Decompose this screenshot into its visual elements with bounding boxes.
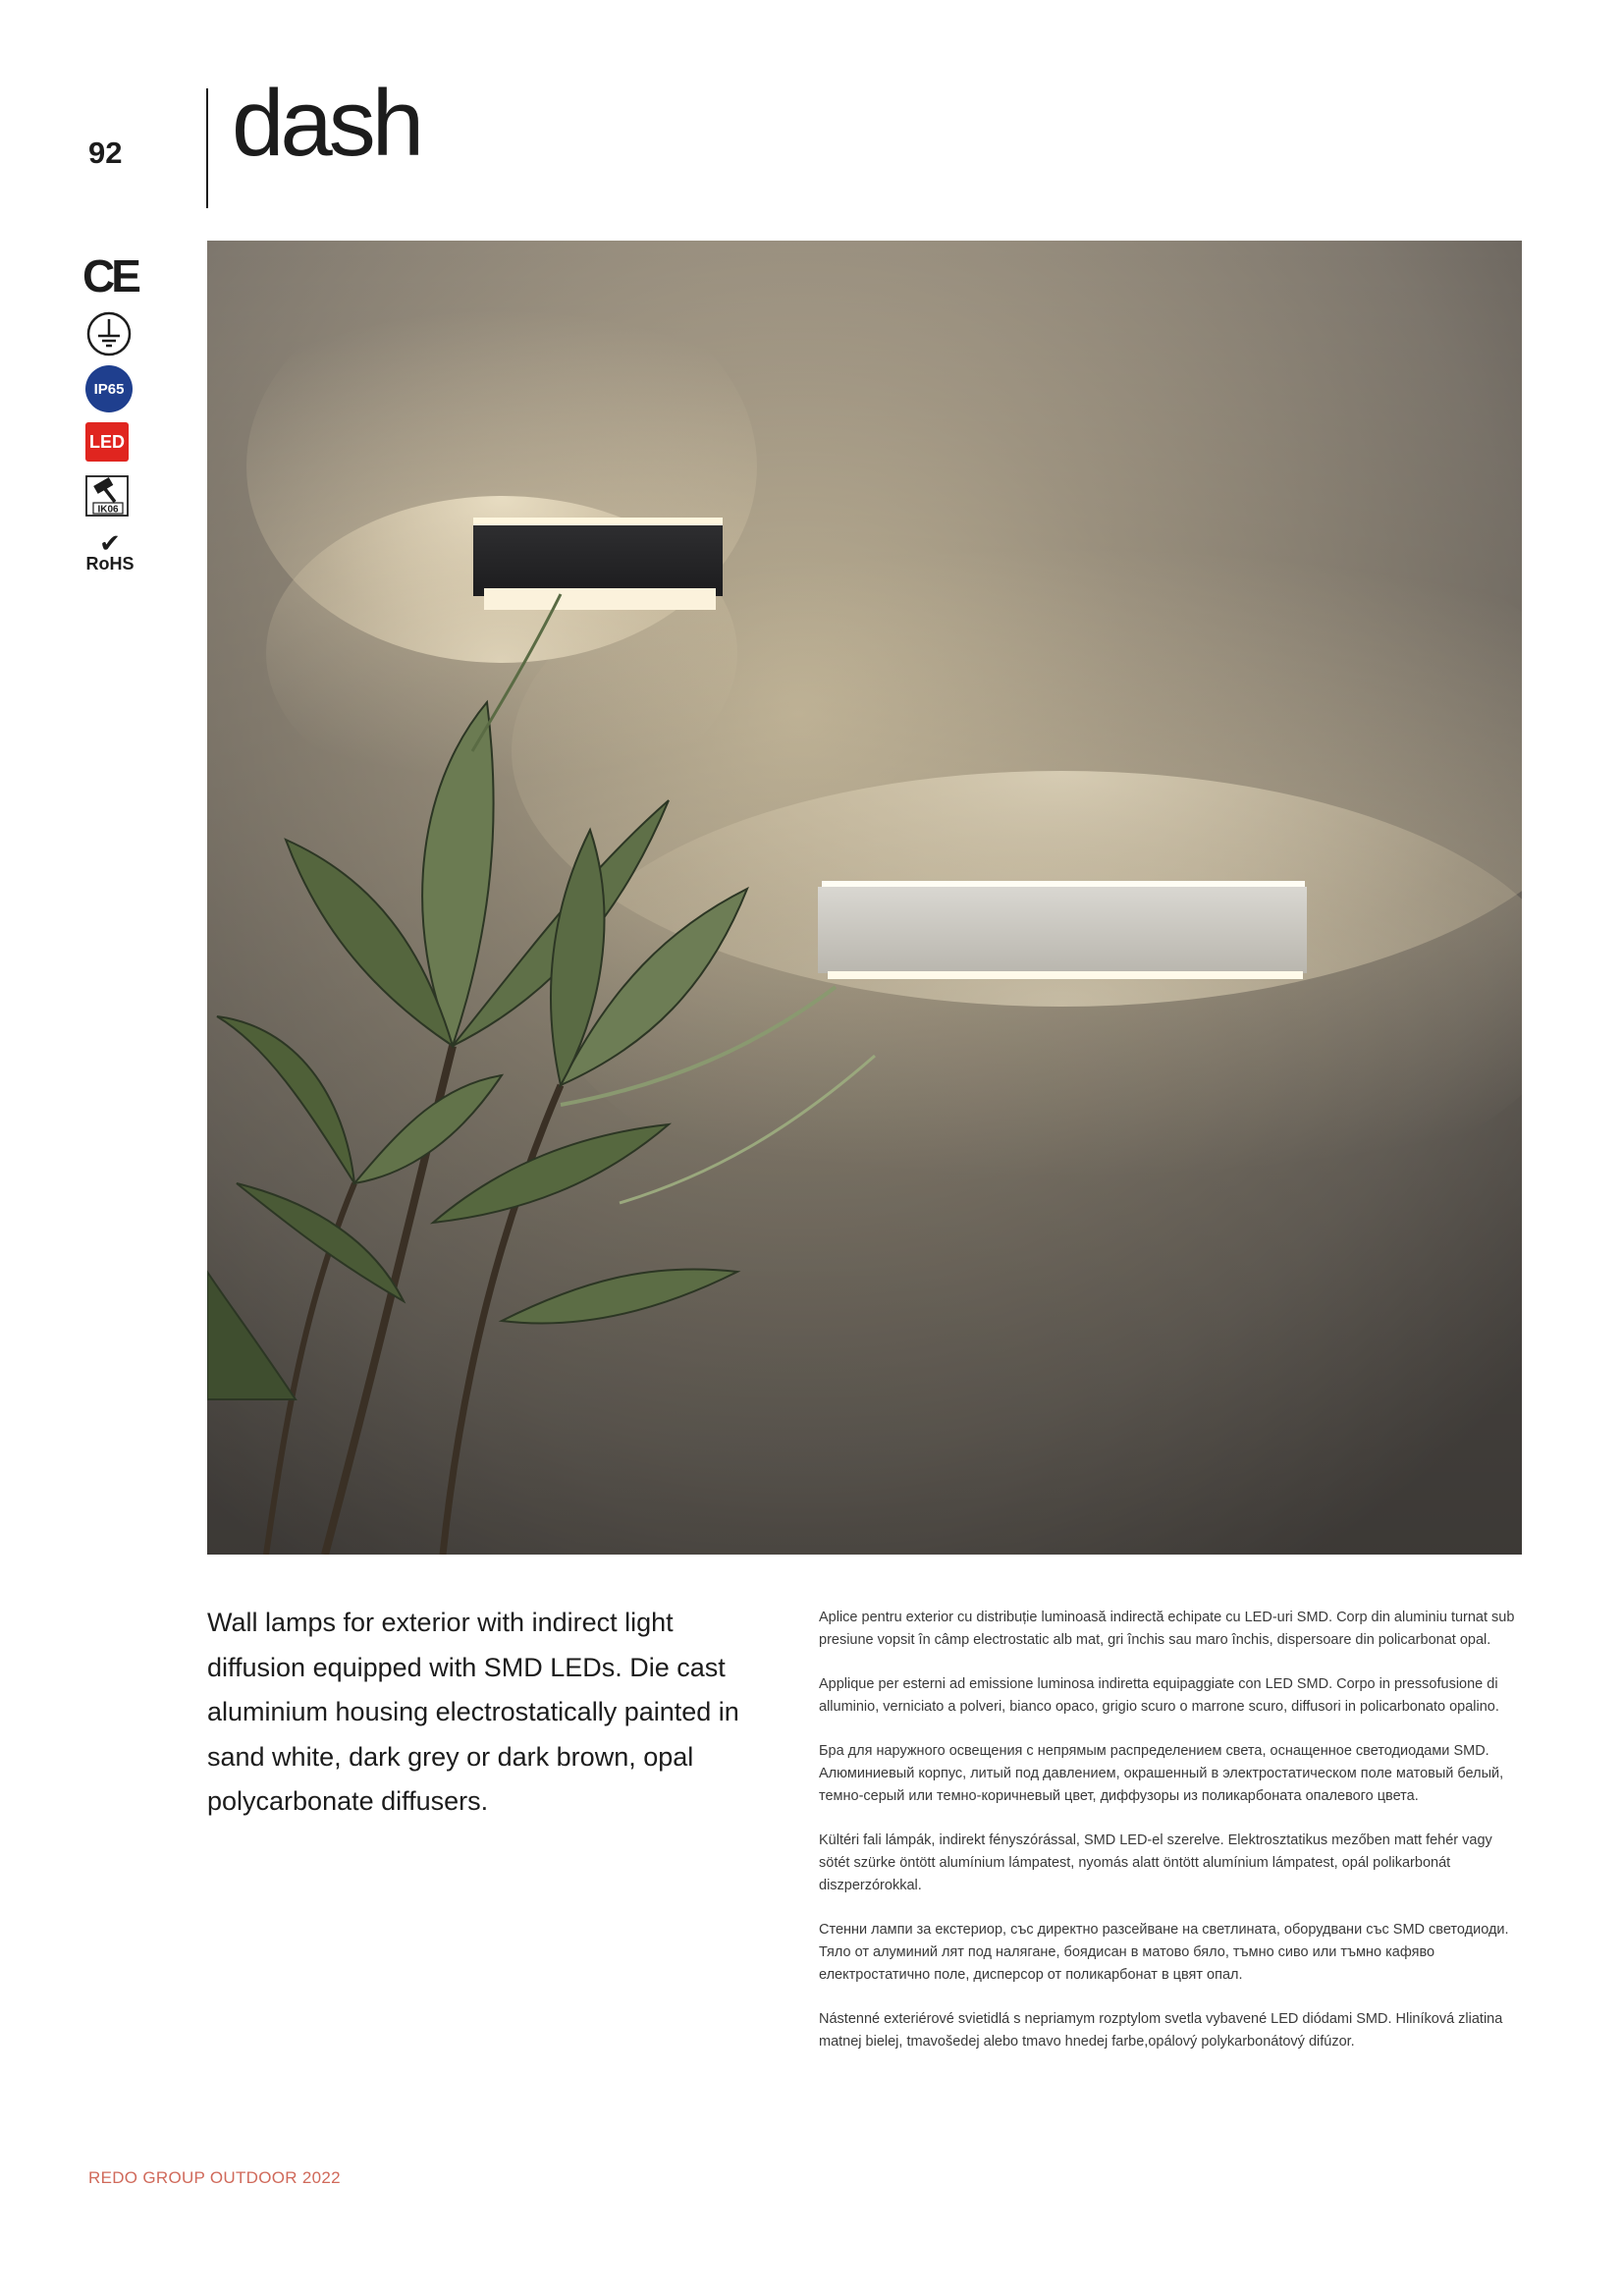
title-divider [206, 88, 208, 208]
catalog-footer: REDO GROUP OUTDOOR 2022 [88, 2168, 341, 2187]
translation-russian: Бра для наружного освещения с непрямым распределением света, оснащенное светодиодами SMD. Алюминиевый корпус, литый под давлением, окрашенный в электростатическом поле матовый белый, темно-серый или темно-коричневый цвет, диффузоры из поликарбоната опалевого цвета. [819, 1743, 1504, 1804]
translation-bulgarian: Стенни лампи за екстериор, със директно разсейване на светлината, оборудвани със SMD светодиоди. Тяло от алуминий лят под налягане, боядисан в матово бяло, тъмно сиво или тъмно кафяво електростатично поле, дисперсор от поликарбонат в цвят опал. [819, 1922, 1509, 1983]
ce-mark-icon: CE [82, 250, 137, 301]
product-photo [207, 241, 1522, 1555]
checkmark-icon: ✔ [99, 528, 121, 558]
translation-hungarian: Kültéri fali lámpák, indirekt fényszórással, SMD LED-el szerelve. Elektrosztatikus mezőben matt fehér vagy sötét szürke öntött alumínium lámpatest, nyomás alatt öntött alumínium lámpatest, opál polikarbonát diszperzórokkal. [819, 1832, 1492, 1893]
product-title: dash [232, 71, 421, 176]
ik-rating-label: IK06 [97, 504, 119, 516]
page-number: 92 [88, 136, 123, 170]
rohs-icon [85, 528, 135, 575]
led-badge-icon: LED [85, 422, 129, 462]
ground-icon [85, 310, 133, 357]
translation-slovak: Nástenné exteriérové svietidlá s nepriamym rozptylom svetla vybavené LED diódami SMD. Hliníková zliatina matnej bielej, tmavošedej alebo tmavo hnedej farbe,opálový polykarbonátový difúzor. [819, 2011, 1503, 2050]
ip65-badge-icon: IP65 [85, 365, 133, 412]
dark-wall-lamp [473, 518, 723, 610]
ik06-impact-icon [85, 475, 129, 517]
white-wall-lamp [818, 881, 1307, 979]
translation-romanian: Aplice pentru exterior cu distribuție luminoasă indirectă echipate cu LED-uri SMD. Corp din aluminiu turnat sub presiune vopsit în câmp electrostatic alb mat, gri închis sau maro închis, dispersoare din policarbonat opal. [819, 1610, 1515, 1648]
translated-descriptions [819, 1607, 1522, 2075]
rohs-label: RoHS [85, 554, 135, 574]
translation-italian: Applique per esterni ad emissione luminosa indiretta equipaggiate con LED SMD. Corpo in pressofusione di alluminio, verniciato a polveri, bianco opaco, grigio scuro o marrone scuro, diffusori in policarbonato opalino. [819, 1676, 1499, 1715]
lead-description: Wall lamps for exterior with indirect light diffusion equipped with SMD LEDs. Die cast aluminium housing electrostatically painted in sand white, dark grey or dark brown, opal polycarbonate diffusers. [207, 1608, 739, 1816]
